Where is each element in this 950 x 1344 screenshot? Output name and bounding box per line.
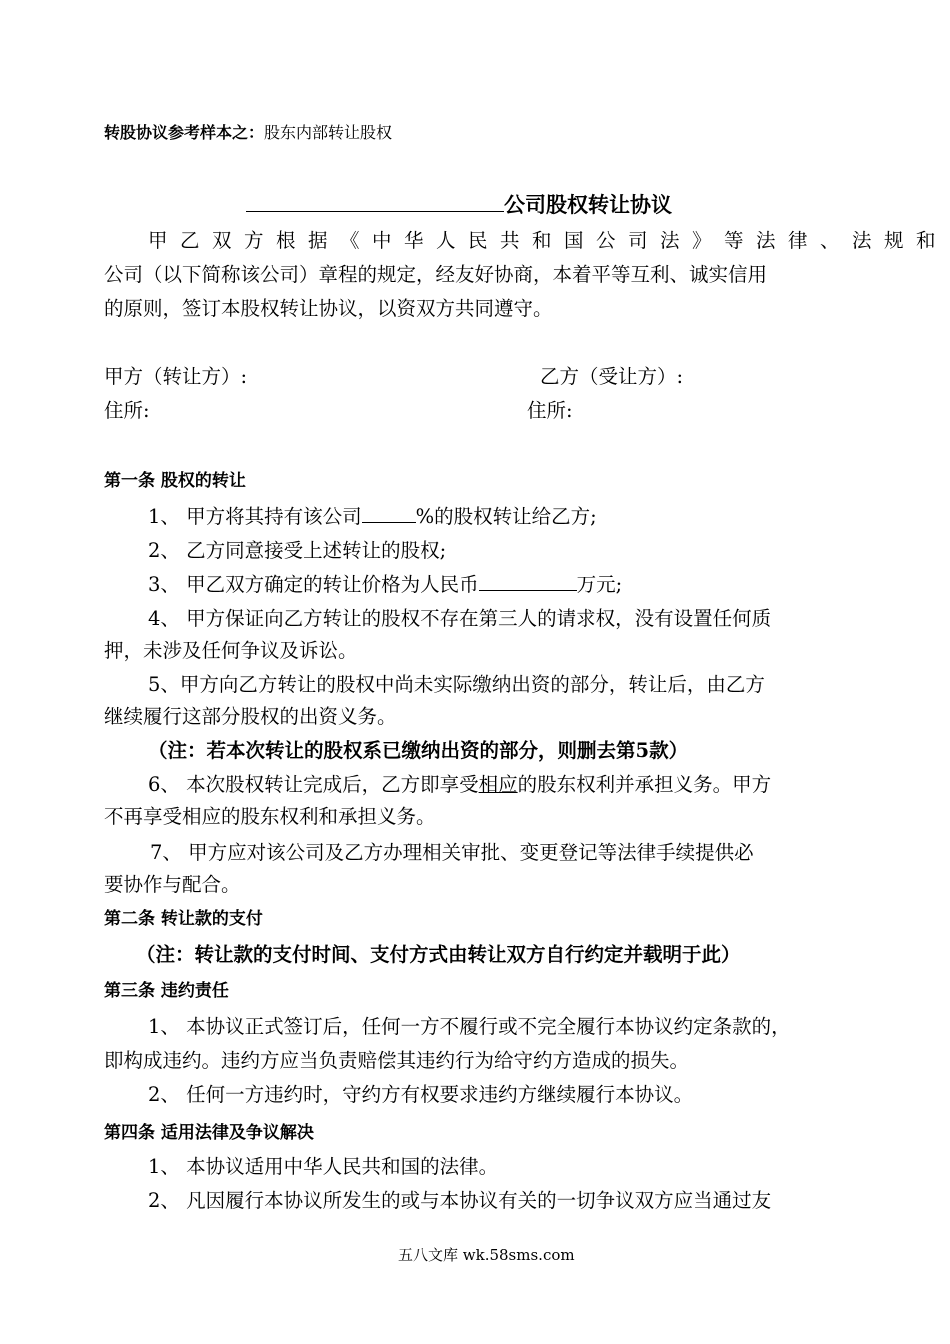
- article-1-heading: 第一条 股权的转让: [104, 471, 246, 491]
- article-2-heading: 第二条 转让款的支付: [104, 909, 263, 929]
- article-1-item-1: [148, 502, 597, 532]
- page-title: 公司股权转让协议: [504, 192, 672, 217]
- item-text: %的股权转让给乙方;: [415, 505, 597, 528]
- item-text: 6、 本次股权转让完成后，乙方即享受: [148, 773, 479, 796]
- preamble-line-2: 公司（以下简称该公司）章程的规定，经友好协商，本着平等互利、诚实信用: [104, 263, 768, 286]
- article-3-item-1-line-1: 1、 本协议正式签订后，任何一方不履行或不完全履行本协议约定条款的，: [148, 1015, 791, 1038]
- article-4-item-1: 1、 本协议适用中华人民共和国的法律。: [148, 1155, 499, 1178]
- article-1-item-2: 2、 乙方同意接受上述转让的股权;: [148, 539, 447, 562]
- article-1-item-7-line-1: 7、 甲方应对该公司及乙方办理相关审批、变更登记等法律手续提供必: [150, 841, 754, 864]
- article-1-item-6-line-2: 不再享受相应的股东权利和承担义务。: [104, 805, 436, 828]
- article-1-item-4-line-1: 4、 甲方保证向乙方转让的股权不存在第三人的请求权，没有设置任何质: [148, 607, 772, 630]
- article-3-item-1-line-2: 即构成违约。违约方应当负责赔偿其违约行为给守约方造成的损失。: [104, 1049, 690, 1072]
- item-text: 1、 甲方将其持有该公司: [148, 505, 362, 528]
- article-1-item-4-line-2: 押，未涉及任何争议及诉讼。: [104, 639, 358, 662]
- item-text: 的股东权利并承担义务。甲方: [517, 773, 772, 796]
- item-text: 万元;: [576, 573, 623, 596]
- party-a-address: 住所:: [104, 399, 150, 422]
- company-name-blank: [246, 191, 504, 212]
- party-b-label: 乙方（受让方）:: [540, 365, 684, 388]
- percent-blank: [362, 502, 416, 523]
- header-note: [104, 118, 392, 148]
- party-a-label: 甲方（转让方）:: [104, 365, 248, 388]
- title-line: [246, 190, 672, 221]
- party-b-address: 住所:: [527, 399, 573, 422]
- article-3-heading: 第三条 违约责任: [104, 981, 229, 1001]
- article-1-item-6-line-1: [148, 770, 771, 800]
- underlined-text: 相应: [478, 773, 518, 796]
- header-suffix: 股东内部转让股权: [264, 123, 393, 142]
- item-text: 3、 甲乙双方确定的转让价格为人民币: [148, 573, 479, 596]
- price-blank: [479, 570, 577, 591]
- article-1-item-5-line-1: 5、甲方向乙方转让的股权中尚未实际缴纳出资的部分，转让后，由乙方: [148, 673, 765, 696]
- preamble-line-1: 甲乙双方根据《中华人民共和国公司法》等法律、法规和: [148, 229, 949, 252]
- article-2-note: （注：转让款的支付时间、支付方式由转让双方自行约定并载明于此）: [136, 943, 741, 966]
- article-4-heading: 第四条 适用法律及争议解决: [104, 1123, 314, 1143]
- preamble-line-3: 的原则，签订本股权转让协议，以资双方共同遵守。: [104, 297, 553, 320]
- header-prefix: 转股协议参考样本之：: [104, 123, 265, 142]
- article-4-item-2: 2、 凡因履行本协议所发生的或与本协议有关的一切争议双方应当通过友: [148, 1189, 772, 1212]
- footer-watermark: 五八文库 wk.58sms.com: [398, 1246, 575, 1264]
- article-1-item-5-line-2: 继续履行这部分股权的出资义务。: [104, 705, 397, 728]
- article-1-note: （注：若本次转让的股权系已缴纳出资的部分，则删去第5款）: [148, 739, 689, 762]
- article-1-item-7-line-2: 要协作与配合。: [104, 873, 241, 896]
- article-3-item-2: 2、 任何一方违约时，守约方有权要求违约方继续履行本协议。: [148, 1083, 694, 1106]
- article-1-item-3: [148, 570, 622, 600]
